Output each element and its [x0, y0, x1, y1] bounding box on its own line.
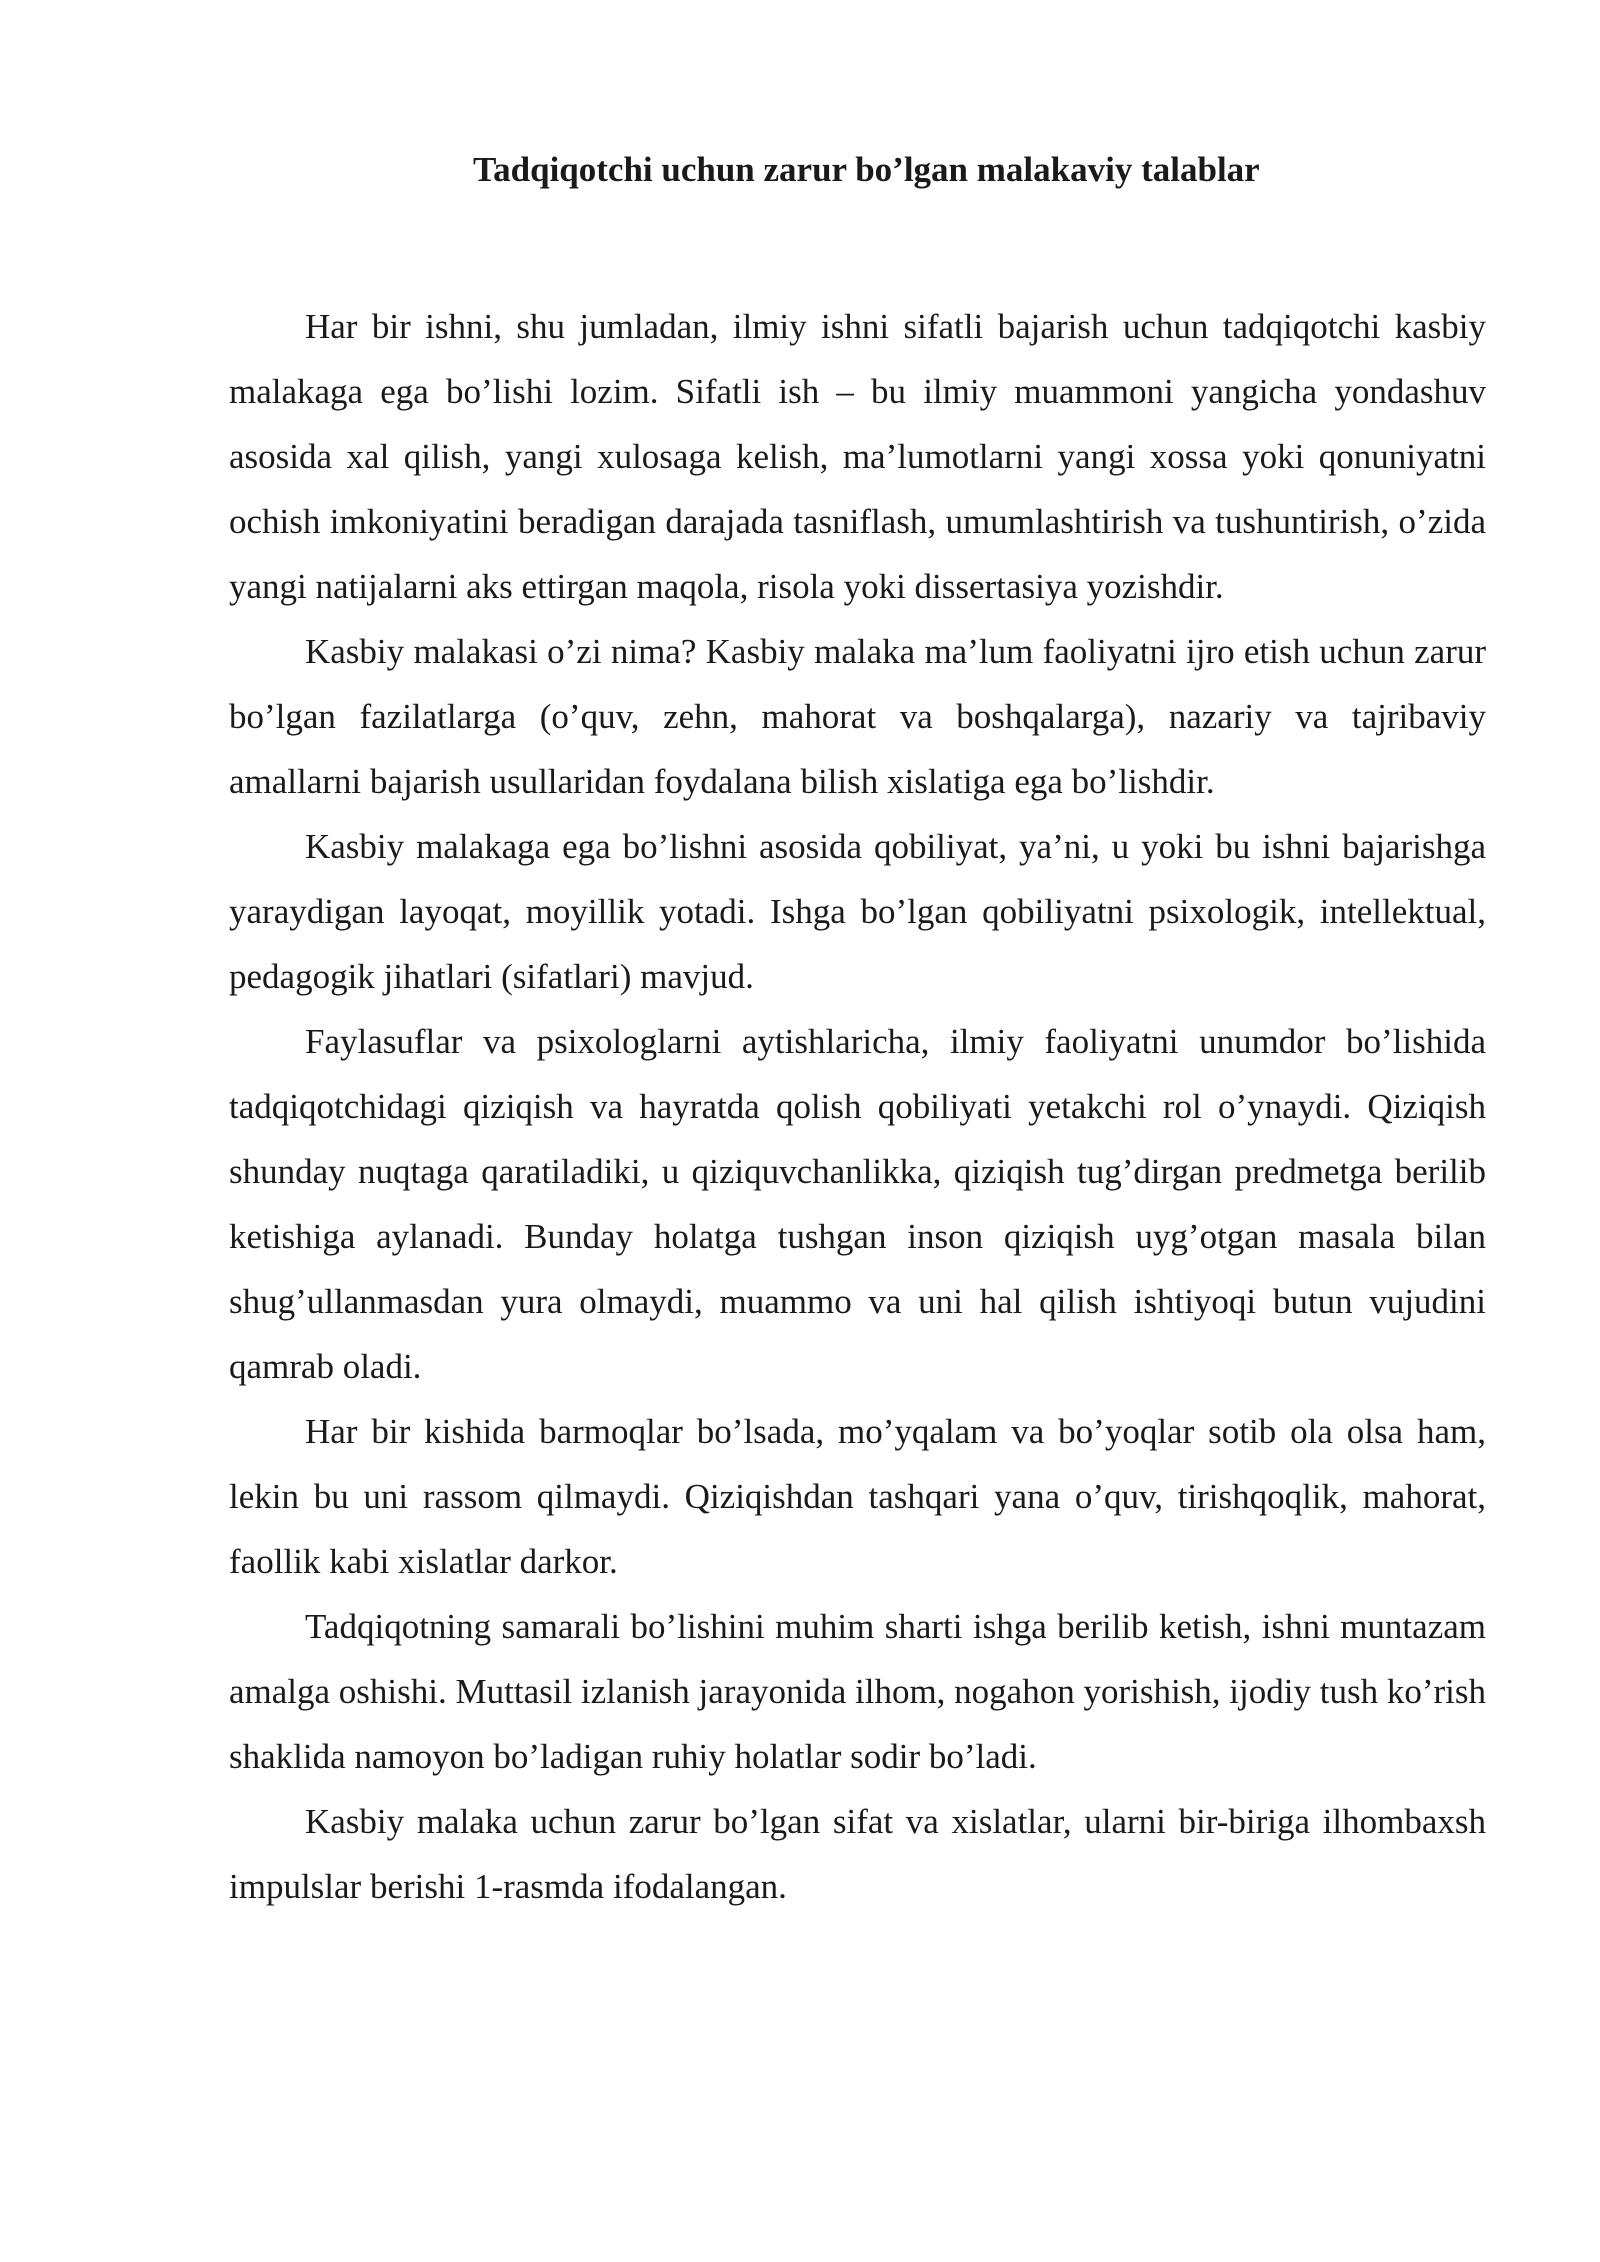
paragraph: Kasbiy malaka uchun zarur bo’lgan sifat va xislatlar, ularni bir-biriga ilhombaxsh impulslar berishi 1-rasmda ifodalangan.	[229, 1802, 1486, 1906]
paragraph: Faylasuflar va psixologlarni aytishlaricha, ilmiy faoliyatni unumdor bo’lishida tadqiqotchidagi qiziqish va hayratda qolish qobiliyati yetakchi rol o’ynaydi. Qiziqish shunday nuqtaga qaratiladiki, u qiziquvchanlikka, qiziqish tug’dirgan predmetga berilib ketishiga aylanadi. Bunday holatga tushgan inson qiziqish uyg’otgan masala bilan shug’ullanmasdan yura olmaydi, muammo va uni hal qilish ishtiyoqi butun vujudini qamrab oladi.	[229, 1022, 1486, 1386]
document-title: Tadqiqotchi uchun zarur bo’lgan malakaviy talablar	[473, 150, 1260, 189]
paragraph: Kasbiy malakasi o’zi nima? Kasbiy malaka ma’lum faoliyatni ijro etish uchun zarur bo’lgan fazilatlarga (o’quv, zehn, mahorat va boshqalarga), nazariy va tajribaviy amallarni bajarish usullaridan foydalana bilish xislatiga ega bo’lishdir.	[229, 632, 1486, 801]
paragraph: Har bir ishni, shu jumladan, ilmiy ishni sifatli bajarish uchun tadqiqotchi kasbiy malakaga ega bo’lishi lozim. Sifatli ish – bu ilmiy muammoni yangicha yondashuv asosida xal qilish, yangi xulosaga kelish, ma’lumotlarni yangi xossa yoki qonuniyatni ochish imkoniyatini beradigan darajada tasniflash, umumlashtirish va tushuntirish, o’zida yangi natijalarni aks ettirgan maqola, risola yoki dissertasiya yozishdir.	[229, 307, 1486, 606]
document-body	[229, 294, 1486, 1919]
paragraph: Tadqiqotning samarali bo’lishini muhim sharti ishga berilib ketish, ishni muntazam amalga oshishi. Muttasil izlanish jarayonida ilhom, nogahon yorishish, ijodiy tush ko’rish shaklida namoyon bo’ladigan ruhiy holatlar sodir bo’ladi.	[229, 1607, 1486, 1776]
paragraph: Kasbiy malakaga ega bo’lishni asosida qobiliyat, ya’ni, u yoki bu ishni bajarishga yaraydigan layoqat, moyillik yotadi. Ishga bo’lgan qobiliyatni psixologik, intellektual, pedagogik jihatlari (sifatlari) mavjud.	[229, 827, 1486, 996]
document-page	[229, 148, 1486, 1919]
paragraph: Har bir kishida barmoqlar bo’lsada, mo’yqalam va bo’yoqlar sotib ola olsa ham, lekin bu uni rassom qilmaydi. Qiziqishdan tashqari yana o’quv, tirishqoqlik, mahorat, faollik kabi xislatlar darkor.	[229, 1412, 1486, 1581]
